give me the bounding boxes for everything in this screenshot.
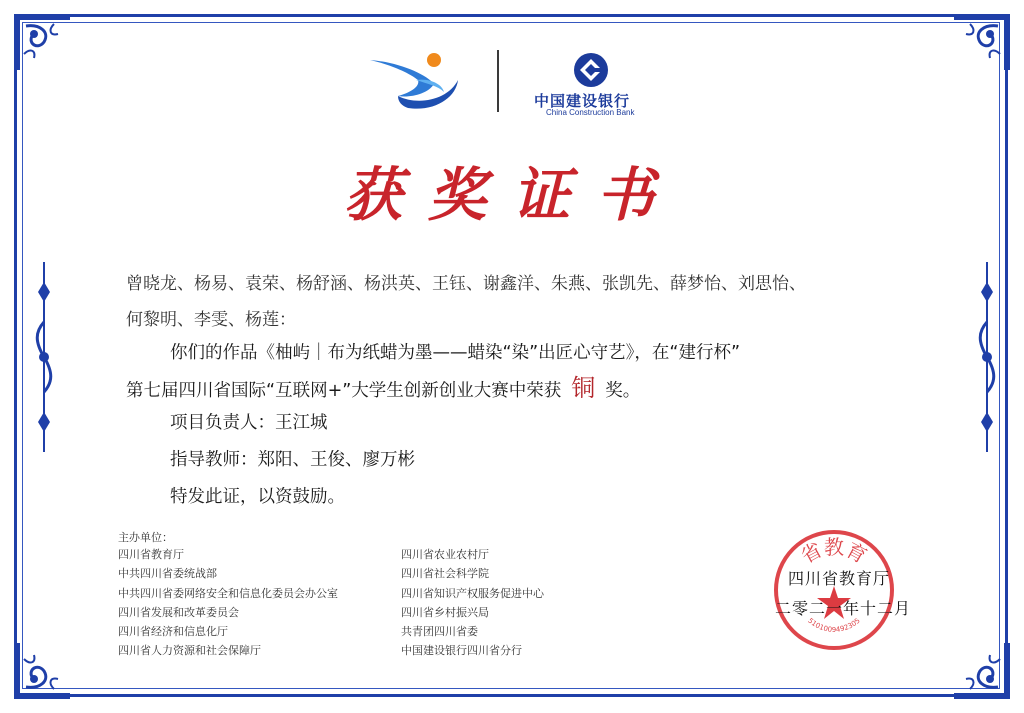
seal-arc-text: 省教育 bbox=[796, 535, 872, 569]
advisors: 指导教师：郑阳、王俊、廖万彬 bbox=[170, 450, 415, 470]
bank-name-chinese: 中国建设银行 bbox=[534, 92, 631, 110]
closing-statement: 特发此证，以资鼓励。 bbox=[170, 487, 345, 507]
recipient-line: 曾晓龙、杨易、袁荣、杨舒涵、杨洪英、王钰、谢鑫洋、朱燕、张凯先、薛梦怡、刘思怡、 bbox=[126, 274, 806, 294]
award-statement-line1: 你们的作品《柚屿｜布为纸蜡为墨——蜡染“染”出匠心守艺》，在“建行杯” bbox=[170, 343, 741, 363]
project-leader: 项目负责人：王江城 bbox=[170, 413, 328, 433]
organizer-item: 共青团四川省委 bbox=[401, 625, 478, 639]
organizer-item: 四川省知识产权服务促进中心 bbox=[401, 586, 544, 600]
organizer-item: 四川省社会科学院 bbox=[401, 567, 489, 581]
side-ornament-icon bbox=[976, 262, 998, 452]
award-statement-line2 bbox=[126, 376, 906, 403]
organizer-item: 四川省发展和改革委员会 bbox=[118, 605, 239, 619]
recipient-list bbox=[126, 266, 906, 338]
ccb-logo-icon bbox=[573, 52, 609, 88]
organizer-item: 四川省经济和信息化厅 bbox=[118, 625, 228, 639]
award-statement-text: 第七届四川省国际“互联网+”大学生创新创业大赛中荣获 bbox=[126, 381, 562, 401]
organizer-item: 中共四川省委统战部 bbox=[118, 567, 217, 581]
svg-text:5101009492305 bbox=[806, 617, 861, 634]
side-ornament-icon bbox=[33, 262, 55, 452]
organizers-heading: 主办单位： bbox=[118, 531, 173, 544]
corner-ornament-icon bbox=[950, 10, 1014, 74]
recipient-line: 何黎明、李雯、杨莲： bbox=[126, 310, 296, 330]
bank-name-english: China Construction Bank bbox=[546, 108, 635, 117]
award-statement-end: 奖。 bbox=[605, 381, 641, 401]
award-level: 铜 bbox=[571, 374, 596, 402]
issue-date: 二零二一年十二月 bbox=[775, 599, 912, 618]
corner-ornament-icon bbox=[10, 639, 74, 703]
official-seal-icon bbox=[772, 528, 896, 652]
organizer-item: 四川省教育厅 bbox=[118, 548, 184, 561]
organizer-item: 中国建设银行四川省分行 bbox=[401, 644, 522, 658]
issuer-name: 四川省教育厅 bbox=[788, 569, 891, 588]
organizers-left-column bbox=[118, 545, 338, 661]
corner-ornament-icon bbox=[10, 10, 74, 74]
logo-divider bbox=[497, 50, 499, 112]
organizers-right-column bbox=[401, 545, 544, 661]
competition-logo-icon bbox=[368, 50, 468, 112]
organizer-item: 四川省乡村振兴局 bbox=[401, 605, 489, 619]
seal-serial: 5101009492305 bbox=[806, 616, 862, 634]
organizer-item: 四川省农业农村厅 bbox=[401, 548, 489, 561]
organizer-item: 中共四川省委网络安全和信息化委员会办公室 bbox=[118, 586, 338, 600]
certificate-title: 获奖证书 bbox=[343, 161, 680, 229]
organizer-item: 四川省人力资源和社会保障厅 bbox=[118, 644, 261, 658]
corner-ornament-icon bbox=[950, 639, 1014, 703]
